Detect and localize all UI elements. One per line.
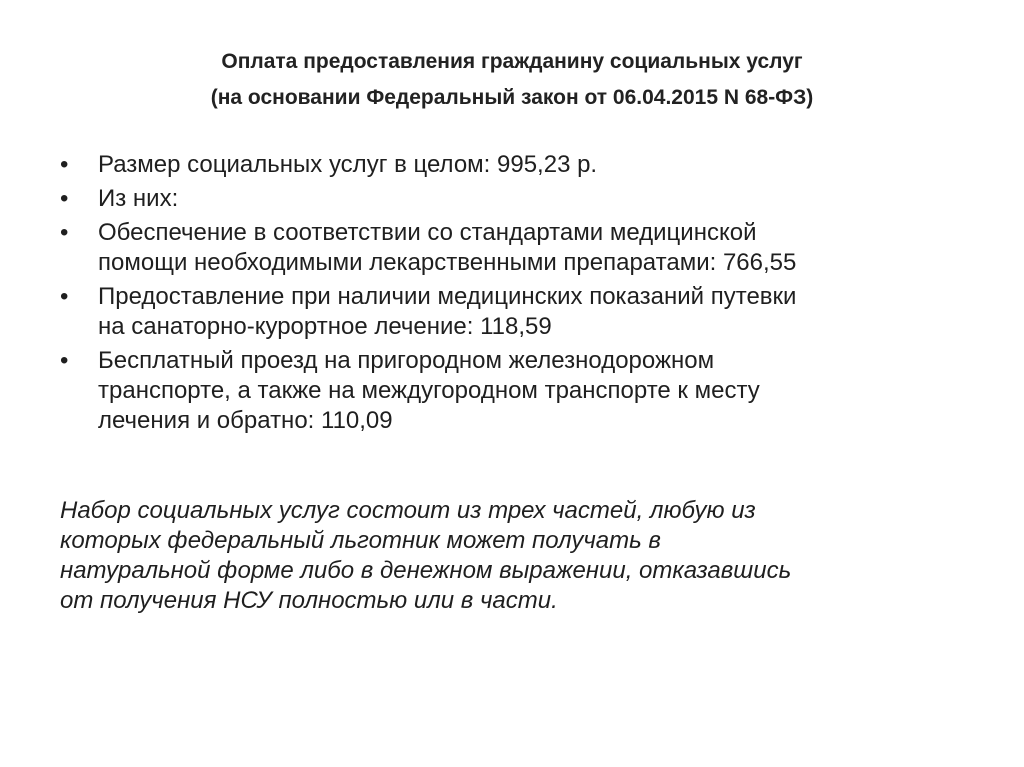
title-line-1: Оплата предоставления гражданину социальных услуг — [221, 50, 803, 73]
title-line-2: (на основании Федеральный закон от 06.04.2015 N 68-ФЗ) — [210, 86, 814, 109]
bullet-icon: • — [60, 151, 69, 178]
bullet-text: Обеспечение в соответствии со стандартами медицинской — [98, 219, 757, 246]
bullet-text: Из них: — [98, 185, 179, 212]
bullet-item-medicines — [60, 218, 960, 278]
bullet-icon: • — [60, 219, 69, 246]
bullet-icon: • — [60, 283, 69, 310]
bullet-icon: • — [60, 185, 69, 212]
note-line: натуральной форме либо в денежном выражении, отказавшись — [60, 557, 792, 584]
bullet-list — [60, 150, 960, 440]
note-line: Набор социальных услуг состоит из трех частей, любую из — [60, 497, 756, 524]
bullet-text: Размер социальных услуг в целом: 995,23 р. — [98, 151, 598, 178]
note-line: от получения НСУ полностью или в части. — [60, 587, 558, 614]
bullet-text: помощи необходимыми лекарственными препаратами: 766,55 — [98, 249, 797, 276]
bullet-item-sanatorium — [60, 282, 960, 342]
slide-title — [60, 44, 964, 116]
italic-note — [60, 496, 980, 616]
bullet-text: Бесплатный проезд на пригородном железнодорожном — [98, 347, 715, 374]
bullet-text: лечения и обратно: 110,09 — [98, 407, 393, 434]
bullet-item-total — [60, 150, 960, 180]
bullet-item-of-them — [60, 184, 960, 214]
bullet-icon: • — [60, 347, 69, 374]
bullet-item-travel — [60, 346, 960, 436]
bullet-text: на санаторно-курортное лечение: 118,59 — [98, 313, 552, 340]
bullet-text: транспорте, а также на междугородном транспорте к месту — [98, 377, 760, 404]
bullet-text: Предоставление при наличии медицинских показаний путевки — [98, 283, 797, 310]
note-line: которых федеральный льготник может получать в — [60, 527, 661, 554]
